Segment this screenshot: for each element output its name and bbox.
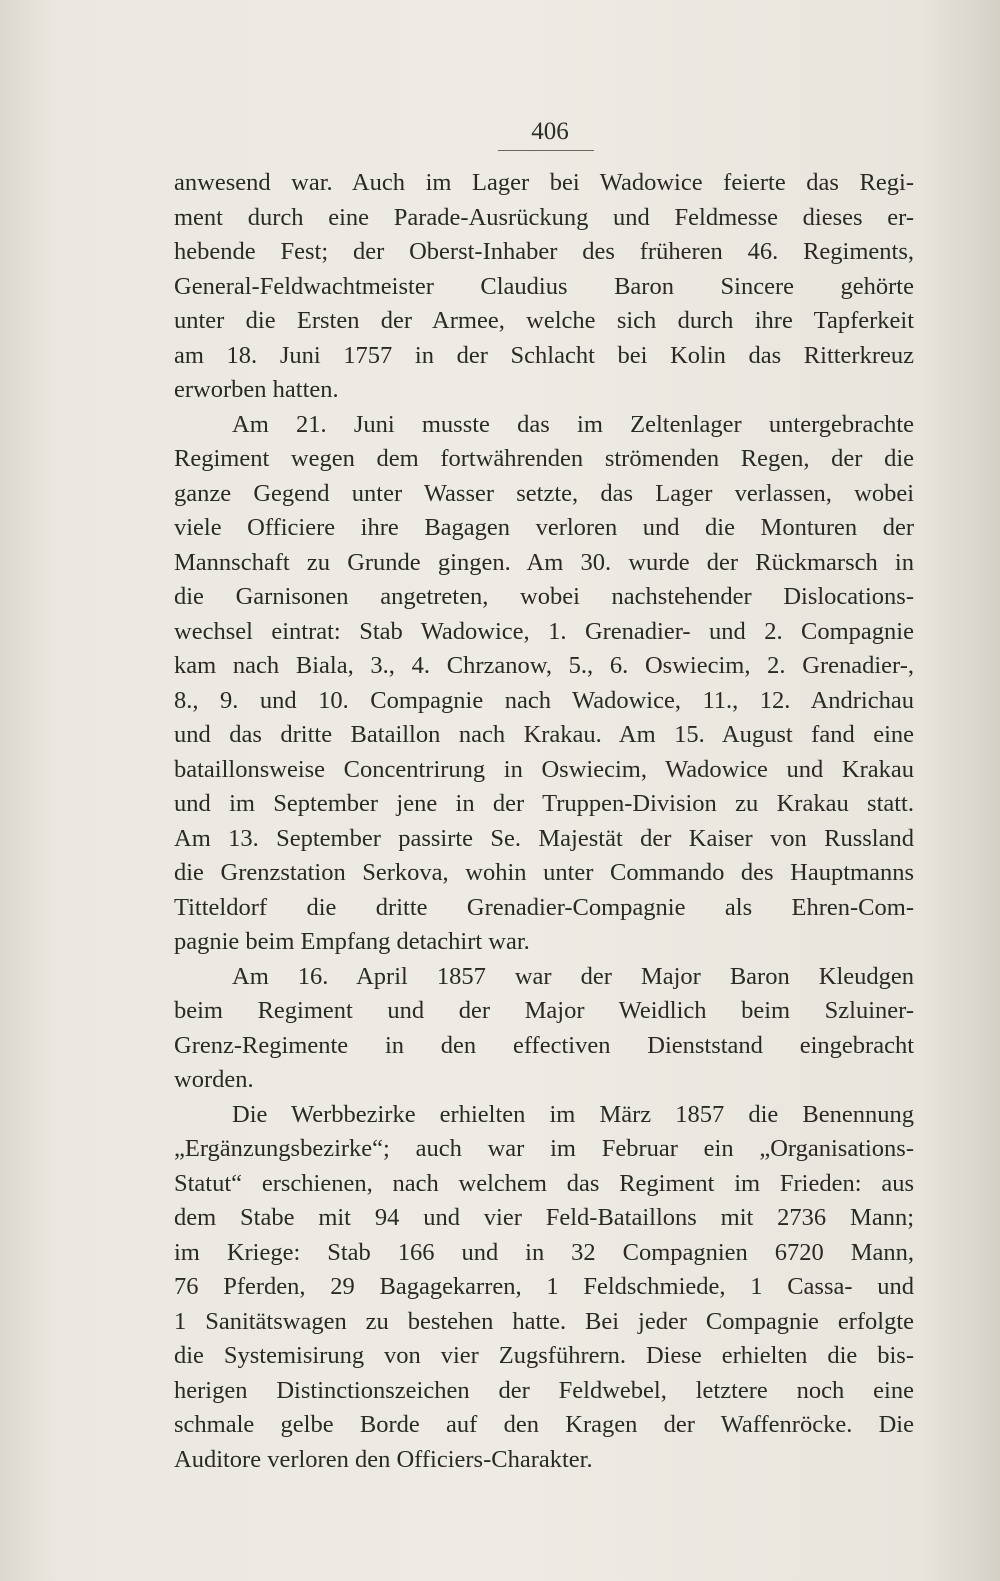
text-line: Regiment wegen dem fortwährenden strömenden Regen, der die <box>174 445 914 472</box>
text-line: ganze Gegend unter Wasser setzte, das Lager verlassen, wobei <box>174 479 914 507</box>
text-line: beim Regiment und der Major Weidlich beim Szluiner- <box>174 997 914 1024</box>
text-line: Grenz-Regimente in den effectiven Dienststand eingebracht <box>174 1031 914 1059</box>
text-line: die Grenzstation Serkova, wohin unter Commando des Hauptmanns <box>174 859 914 886</box>
text-line: ment durch eine Parade-Ausrückung und Feldmesse dieses er- <box>174 203 914 231</box>
text-line: 1 Sanitätswagen zu bestehen hatte. Bei jeder Compagnie erfolgte <box>174 1307 914 1335</box>
text-line: 8., 9. und 10. Compagnie nach Wadowice, 11., 12. Andrichau <box>174 686 914 714</box>
text-line: und das dritte Bataillon nach Krakau. Am 15. August fand eine <box>174 721 914 748</box>
text-line: Am 21. Juni musste das im Zeltenlager untergebrachte <box>232 410 914 438</box>
text-line: 76 Pferden, 29 Bagagekarren, 1 Feldschmiede, 1 Cassa- und <box>174 1273 914 1300</box>
text-line: am 18. Juni 1757 in der Schlacht bei Kolin das Ritterkreuz <box>174 341 914 369</box>
text-line: unter die Ersten der Armee, welche sich durch ihre Tapferkeit <box>174 307 914 334</box>
text-line: dem Stabe mit 94 und vier Feld-Bataillons mit 2736 Mann; <box>174 1204 914 1231</box>
text-line: Titteldorf die dritte Grenadier-Compagnie als Ehren-Com- <box>174 893 914 921</box>
text-line: Statut“ erschienen, nach welchem das Regiment im Frieden: aus <box>174 1169 914 1197</box>
text-line: Am 13. September passirte Se. Majestät der Kaiser von Russland <box>174 824 914 852</box>
text-line: General-Feldwachtmeister Claudius Baron Sincere gehörte <box>174 272 914 300</box>
text-line: „Ergänzungsbezirke“; auch war im Februar ein „Organisations- <box>174 1135 914 1162</box>
text-line: und im September jene in der Truppen-Division zu Krakau statt. <box>174 790 914 817</box>
body-text <box>174 166 914 1477</box>
text-line: Die Werbbezirke erhielten im März 1857 die Benennung <box>232 1100 914 1128</box>
text-line: pagnie beim Empfang detachirt war. <box>174 928 530 955</box>
text-line: wechsel eintrat: Stab Wadowice, 1. Grenadier- und 2. Compagnie <box>174 617 914 645</box>
text-line: Mannschaft zu Grunde gingen. Am 30. wurde der Rückmarsch in <box>174 548 914 576</box>
text-line: anwesend war. Auch im Lager bei Wadowice feierte das Regi- <box>174 169 914 196</box>
text-line: schmale gelbe Borde auf den Kragen der Waffenröcke. Die <box>174 1411 914 1438</box>
text-line: die Garnisonen angetreten, wobei nachstehender Dislocations- <box>174 583 914 610</box>
text-line: erworben hatten. <box>174 376 339 403</box>
text-line: bataillonsweise Concentrirung in Oswiecim, Wadowice und Krakau <box>174 755 914 783</box>
text-line: herigen Distinctionszeichen der Feldwebel, letztere noch eine <box>174 1376 914 1404</box>
text-line: im Kriege: Stab 166 und in 32 Compagnien 6720 Mann, <box>174 1238 914 1266</box>
text-line: Am 16. April 1857 war der Major Baron Kleudgen <box>232 962 914 990</box>
text-line: die Systemisirung von vier Zugsführern. Diese erhielten die bis- <box>174 1342 914 1369</box>
text-line: hebende Fest; der Oberst-Inhaber des früheren 46. Regiments, <box>174 238 914 265</box>
text-line: viele Officiere ihre Bagagen verloren und die Monturen der <box>174 514 914 541</box>
header-rule <box>498 150 594 151</box>
text-line: Auditore verloren den Officiers-Charakter. <box>174 1445 593 1473</box>
text-line: kam nach Biala, 3., 4. Chrzanow, 5., 6. Oswiecim, 2. Grenadier-, <box>174 652 914 679</box>
text-line: worden. <box>174 1066 254 1093</box>
page-number: 406 <box>531 118 569 145</box>
